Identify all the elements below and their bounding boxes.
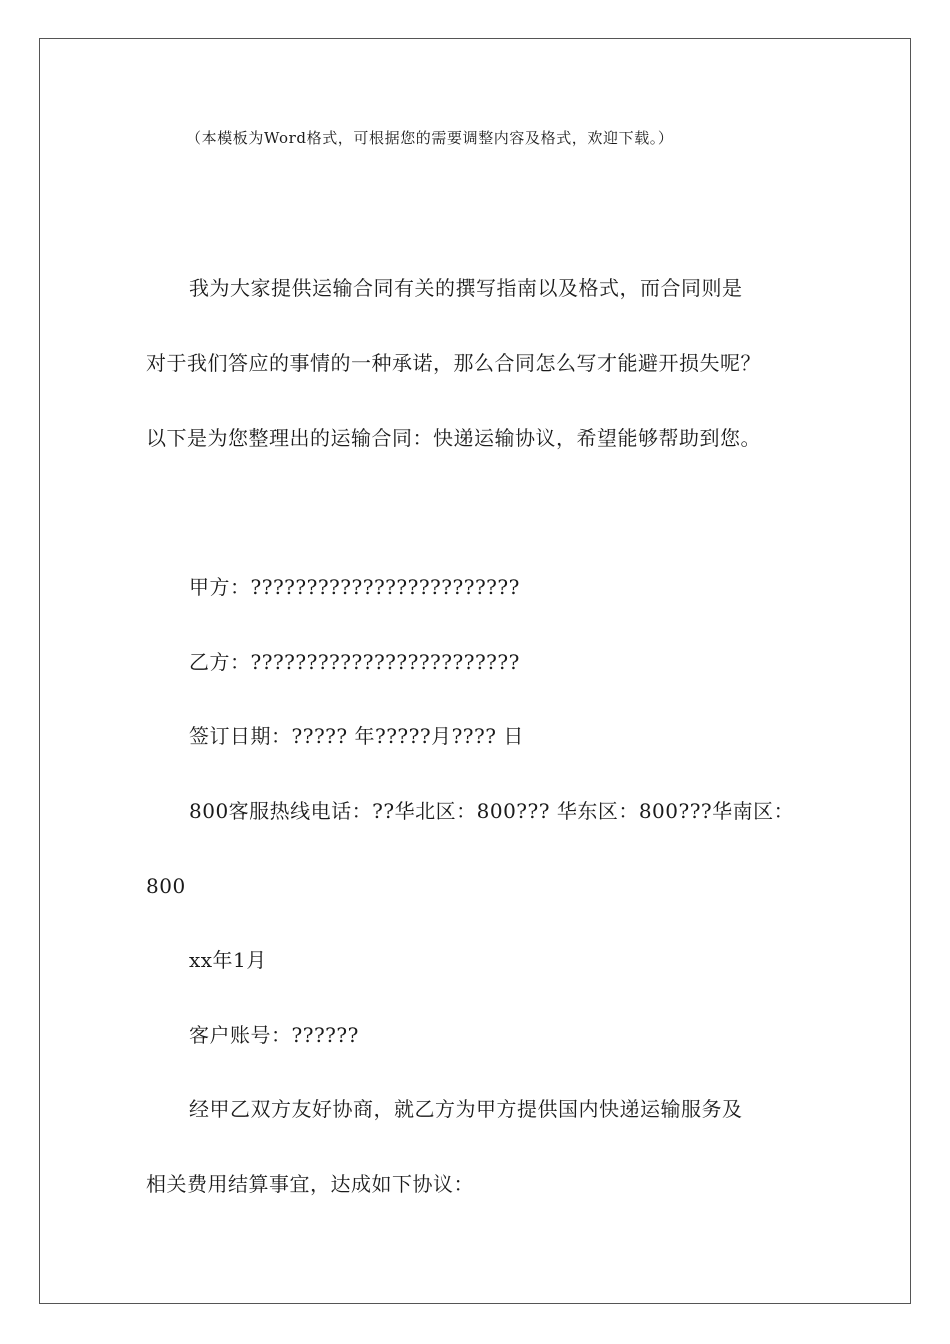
- agreement-line-1: 经甲乙双方友好协商，就乙方为甲方提供国内快递运输服务及: [189, 1097, 743, 1121]
- intro-line-2: 对于我们答应的事情的一种承诺，那么合同怎么写才能避开损失呢？: [146, 351, 761, 375]
- party-a-line: 甲方：????????????????????????: [189, 575, 520, 599]
- template-note: （本模板为Word格式，可根据您的需要调整内容及格式，欢迎下载。）: [186, 129, 674, 147]
- agreement-line-2: 相关费用结算事宜，达成如下协议：: [146, 1172, 474, 1196]
- party-b-line: 乙方：????????????????????????: [189, 650, 520, 674]
- hotline-line-2: 800: [146, 874, 186, 898]
- intro-line-3: 以下是为您整理出的运输合同：快递运输协议，希望能够帮助到您。: [146, 426, 761, 450]
- hotline-line-1: 800客服热线电话：??华北区：800??? 华东区：800???华南区：: [189, 799, 795, 823]
- intro-line-1: 我为大家提供运输合同有关的撰写指南以及格式，而合同则是: [189, 276, 743, 300]
- account-line: 客户账号：??????: [189, 1023, 359, 1047]
- year-month-line: xx年1月: [189, 948, 267, 972]
- sign-date-line: 签订日期：????? 年?????月???? 日: [189, 724, 524, 748]
